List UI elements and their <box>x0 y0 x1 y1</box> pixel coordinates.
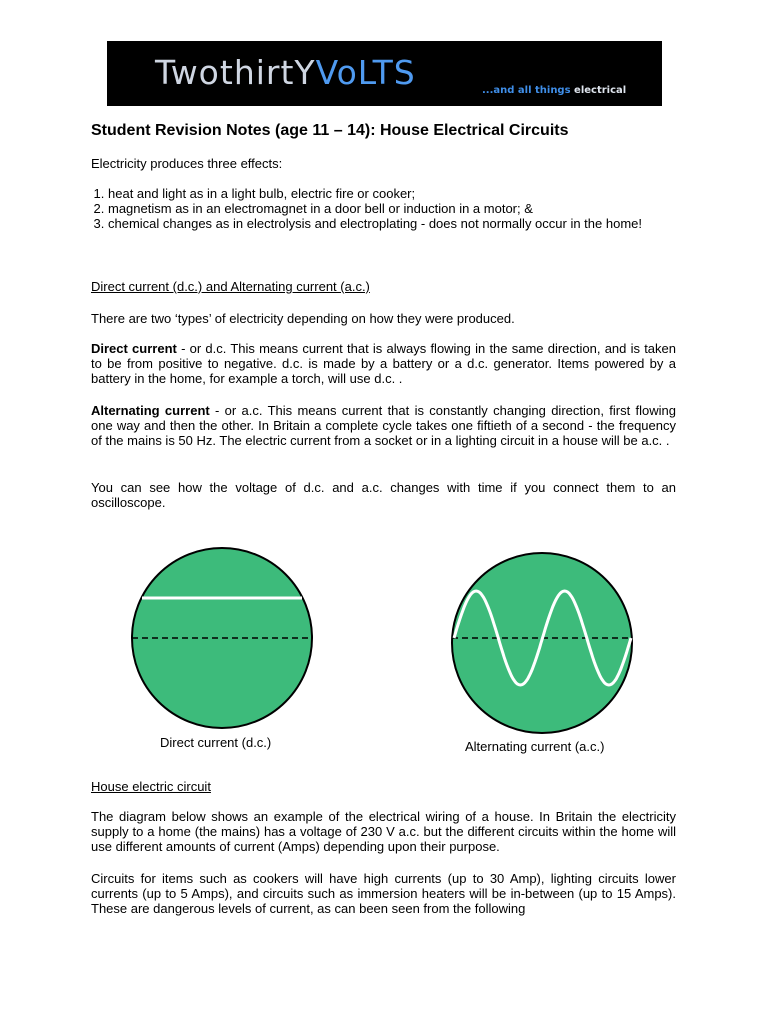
ac-text: - or a.c. This means current that is constantly changing direction, first flowing one way and then the other. In Britain a complete cycle takes one fiftieth of a second - the frequency of the mains is 50 Hz. The electric current from a socket or in a lighting circuit in a house will be a.c. . <box>91 403 676 448</box>
tagline-prefix: ...and all things <box>482 85 571 96</box>
effect-item: 2. magnetism as in an electromagnet in a door bell or induction in a motor; & <box>108 201 676 216</box>
logo-part-1: TwothirtY <box>155 53 316 92</box>
logo-part-2: VoLTS <box>315 53 416 92</box>
oscilloscope-svg <box>120 540 660 760</box>
ac-oscilloscope-screen <box>452 553 632 733</box>
tagline-suffix: electrical <box>574 85 627 96</box>
logo <box>155 53 416 93</box>
dc-term: Direct current <box>91 341 177 356</box>
oscilloscope-paragraph: You can see how the voltage of d.c. and a.c. changes with time if you connect them to an oscilloscope. <box>91 480 676 510</box>
dc-paragraph <box>91 341 676 386</box>
effects-list <box>91 186 676 231</box>
page-title: Student Revision Notes (age 11 – 14): House Electrical Circuits <box>91 122 569 139</box>
ac-term: Alternating current <box>91 403 210 418</box>
effect-item: 3. chemical changes as in electrolysis and electroplating - does not normally occur in the home! <box>108 216 676 231</box>
section-heading-house-circuit: House electric circuit <box>91 779 211 794</box>
types-intro: There are two ‘types’ of electricity depending on how they were produced. <box>91 311 515 326</box>
ac-paragraph <box>91 403 676 448</box>
intro-text: Electricity produces three effects: <box>91 156 283 171</box>
effect-item: 1. heat and light as in a light bulb, electric fire or cooker; <box>108 186 676 201</box>
house-circuit-paragraph-2: Circuits for items such as cookers will have high currents (up to 30 Amp), lighting circuits lower currents (up to 5 Amps), and circuits such as immersion heaters will be in-between (up to 15 Amps). These are dangerous levels of current, as can been seen from the following <box>91 871 676 916</box>
oscilloscope-diagram <box>120 540 660 760</box>
section-heading-current-types: Direct current (d.c.) and Alternating current (a.c.) <box>91 279 370 294</box>
header-banner <box>107 41 662 106</box>
dc-text: - or d.c. This means current that is always flowing in the same direction, and is taken to be from positive to negative. d.c. is made by a battery or a d.c. generator. Items powered by a battery in the home, for example a torch, will use d.c. . <box>91 341 676 386</box>
ac-caption: Alternating current (a.c.) <box>465 739 605 754</box>
dc-oscilloscope-screen <box>132 548 312 728</box>
house-circuit-paragraph-1: The diagram below shows an example of the electrical wiring of a house. In Britain the electricity supply to a home (the mains) has a voltage of 230 V a.c. but the different circuits within the home will use different amounts of current (Amps) depending upon their purpose. <box>91 809 676 854</box>
tagline <box>482 85 626 96</box>
dc-caption: Direct current (d.c.) <box>160 735 272 750</box>
